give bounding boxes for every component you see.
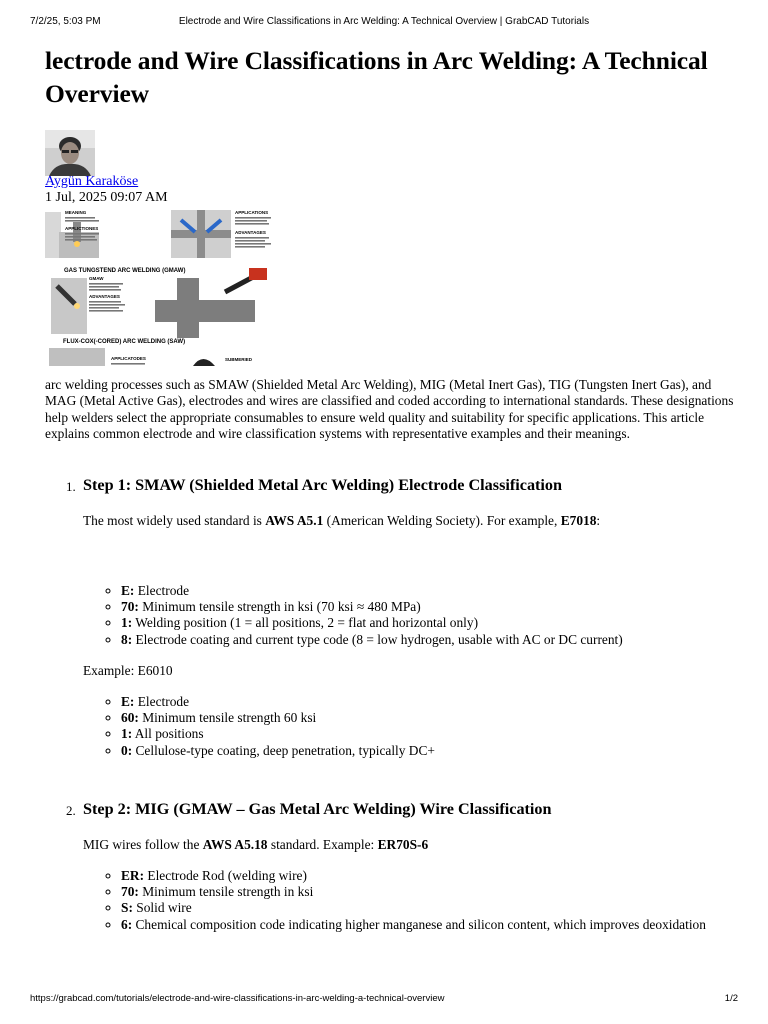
code-meaning: Electrode <box>134 583 190 598</box>
code-key: 1: <box>121 726 133 742</box>
code-meaning: Minimum tensile strength in ksi (70 ksi ≈ 480 MPa) <box>138 599 421 615</box>
infographic-heading: ADVANTAGES <box>89 294 120 299</box>
list-item <box>121 615 751 631</box>
infographic-section-title: GAS TUNGSTEND ARC WELDING (GMAW) <box>64 268 186 274</box>
list-item <box>121 900 751 916</box>
code-key: ER: <box>121 868 145 883</box>
code-key: 70: <box>121 884 139 900</box>
author-avatar[interactable] <box>45 130 95 176</box>
example-code: E7018 <box>560 513 597 528</box>
step-number: 1. <box>66 479 76 494</box>
infographic-heading: GMAW <box>89 276 104 281</box>
para-text: standard. Example: <box>267 837 378 852</box>
code-key: 8: <box>121 631 133 647</box>
standard-name: AWS A5.1 <box>265 513 324 528</box>
publish-date: 1 Jul, 2025 09:07 AM <box>45 190 168 205</box>
list-item <box>121 917 751 933</box>
code-key: S: <box>121 900 133 916</box>
code-meaning: All positions <box>132 726 204 742</box>
author-link[interactable]: Aygün Karaköse <box>45 174 139 189</box>
code-meaning: Chemical composition code indicating higher manganese and silicon content, which improves deoxidation <box>132 916 706 932</box>
print-datetime: 7/2/25, 5:03 PM <box>30 16 101 27</box>
code-meaning: Cellulose-type coating, deep penetration, typically DC+ <box>132 742 435 758</box>
author-photo <box>45 130 95 176</box>
print-footer <box>30 993 738 1007</box>
step-title: Step 1: SMAW (Shielded Metal Arc Welding) Electrode Classification <box>83 476 563 494</box>
code-breakdown-list <box>100 694 751 759</box>
step-number: 2. <box>66 803 76 818</box>
code-key: E: <box>121 694 135 709</box>
list-item <box>121 743 751 759</box>
code-key: E: <box>121 583 135 598</box>
list-item <box>121 726 751 742</box>
article-intro: arc welding processes such as SMAW (Shielded Metal Arc Welding), MIG (Metal Inert Gas), TIG (Tungsten Inert Gas), and MAG (Metal Active Gas), electrodes and wires are classified and coded according to international standards. These designations help welders select the appropriate consumables to ensure weld quality and suitability for specific applications. This article explains common electrode and wire classification systems with representative examples and their meanings. <box>45 377 734 442</box>
list-item <box>121 710 751 726</box>
code-key: 70: <box>121 599 139 615</box>
code-key: 0: <box>121 742 133 758</box>
infographic-heading: APPLICTIONES <box>65 226 99 231</box>
list-item <box>121 868 751 884</box>
print-header <box>30 16 738 30</box>
print-url: https://grabcad.com/tutorials/electrode-and-wire-classifications-in-arc-welding-a-technical-overview <box>30 993 445 1004</box>
code-meaning: Electrode coating and current type code (8 = low hydrogen, usable with AC or DC current) <box>132 631 623 647</box>
para-text: (American Welding Society). For example, <box>323 513 561 528</box>
infographic-heading: APPLICATODES <box>111 356 146 361</box>
page-number: 1/2 <box>724 993 738 1004</box>
infographic-heading: APPLICATIONS <box>235 210 269 215</box>
example-label: Example: E6010 <box>83 663 173 678</box>
code-breakdown-list <box>100 868 751 933</box>
list-item <box>121 694 751 710</box>
list-item <box>121 884 751 900</box>
list-item <box>121 583 751 599</box>
infographic-image <box>45 206 277 366</box>
step-paragraph <box>83 837 428 853</box>
code-meaning: Minimum tensile strength in ksi <box>138 884 314 900</box>
example-code: ER70S-6 <box>377 837 429 852</box>
code-key: 6: <box>121 916 133 932</box>
article-title: lectrode and Wire Classifications in Arc Welding: A Technical Overview <box>45 46 708 108</box>
code-meaning: Electrode Rod (welding wire) <box>144 868 307 883</box>
step-paragraph <box>83 513 600 529</box>
code-key: 60: <box>121 710 139 726</box>
code-breakdown-list <box>100 583 751 648</box>
list-item <box>121 599 751 615</box>
print-page-title: Electrode and Wire Classifications in Arc Welding: A Technical Overview | GrabCAD Tutorials <box>178 16 590 27</box>
code-meaning: Minimum tensile strength 60 ksi <box>138 710 317 726</box>
step-title: Step 2: MIG (GMAW – Gas Metal Arc Welding) Wire Classification <box>83 800 552 818</box>
list-item <box>121 632 751 648</box>
para-text: MIG wires follow the <box>83 837 203 852</box>
para-text: : <box>596 513 601 528</box>
code-meaning: Solid wire <box>132 900 192 916</box>
article <box>45 44 735 932</box>
infographic-heading: ADVANTAGES <box>235 230 266 235</box>
code-key: 1: <box>121 615 133 631</box>
infographic-heading: MEANING <box>65 210 87 215</box>
code-meaning: Electrode <box>134 694 190 709</box>
standard-name: AWS A5.18 <box>202 837 268 852</box>
welding-infographic <box>45 206 277 366</box>
author-byline <box>45 174 138 190</box>
para-text: The most widely used standard is <box>83 513 266 528</box>
infographic-heading: SUBMERIED <box>225 357 253 362</box>
code-meaning: Welding position (1 = all positions, 2 = flat and horizontal only) <box>132 615 479 631</box>
infographic-section-title: FLUX-COX(-CORED) ARC WELDING (SAW) <box>63 339 186 345</box>
